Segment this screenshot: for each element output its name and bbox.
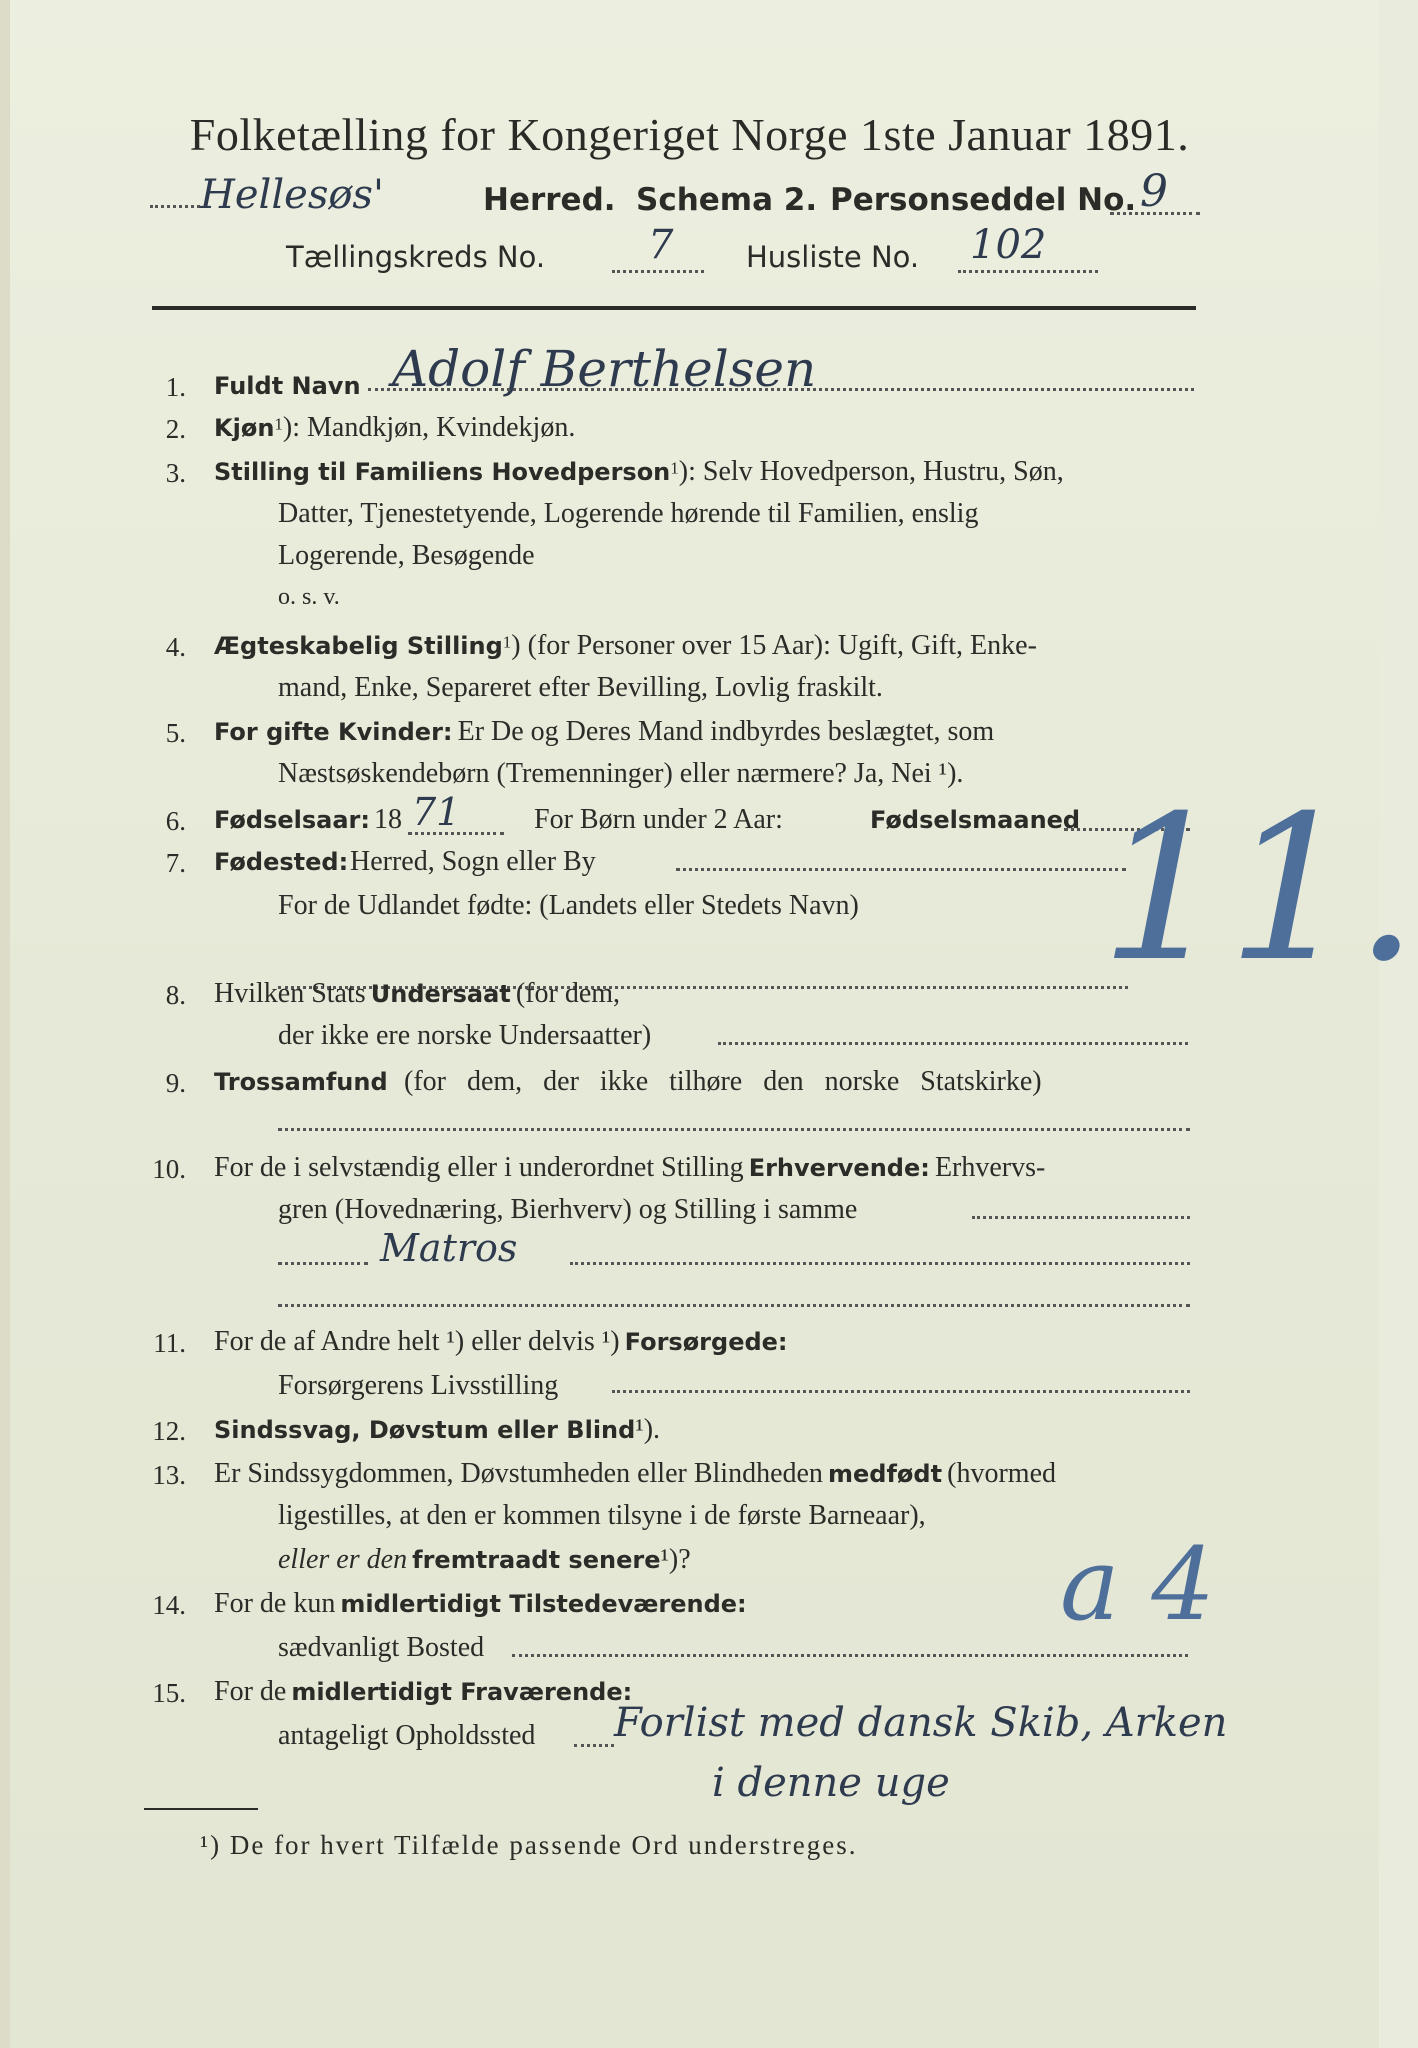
temporary-present-text-b: sædvanligt Bosted: [278, 1632, 485, 1663]
herred-handwritten: Hellesøs': [200, 172, 384, 218]
footnote-text: ¹) De for hvert Tilfælde passende Ord understreges.: [200, 1830, 858, 1860]
birthplace-options: Herred, Sogn eller By: [350, 846, 596, 877]
religion-label: Trossamfund: [214, 1068, 388, 1096]
occupation-text-b: Erhvervs-: [934, 1152, 1046, 1183]
congenital-text-a: Er Sindssygdommen, Døvstumheden eller Blindheden: [214, 1458, 823, 1489]
dotted-line: [958, 270, 1098, 273]
birth-year-prefix: 18: [374, 804, 402, 835]
husliste-label: Husliste No.: [746, 240, 920, 274]
footnote-mark: 1: [502, 632, 512, 652]
full-name-handwritten: Adolf Berthelsen: [392, 340, 817, 398]
dotted-line: [278, 1262, 368, 1265]
item-number: 11.: [153, 1328, 186, 1358]
item-number: 12.: [152, 1416, 186, 1446]
margin-code-handwritten: a 4: [1060, 1526, 1216, 1643]
dotted-line: [718, 1042, 1188, 1045]
footnote-mark: 1: [274, 414, 283, 434]
birth-year-handwritten: 71: [412, 790, 461, 834]
item-number: 13.: [152, 1460, 186, 1490]
supported-text-a: For de af Andre helt ¹) eller delvis ¹): [214, 1326, 620, 1357]
congenital-text-e: ¹)?: [660, 1544, 691, 1575]
congenital-text-d: eller er den: [278, 1544, 408, 1575]
married-women-question-b: Næstsøskendebørn (Tremenninger) eller nærmere? Ja, Nei ¹).: [278, 758, 964, 789]
sex-options: ): Mandkjøn, Kvindekjøn.: [282, 412, 576, 443]
nationality-text-c: der ikke ere norske Undersaatter): [278, 1020, 652, 1051]
paper-edge: [0, 0, 10, 2048]
item-number: 1.: [165, 372, 186, 402]
later-onset-label: fremtraadt senere: [412, 1546, 661, 1574]
family-position-label: Stilling til Familiens Hovedperson: [214, 458, 671, 486]
dotted-line: [512, 1654, 1188, 1657]
schema-label: Schema 2.: [636, 182, 818, 218]
religion-text: (for dem, der ikke tilhøre den norske Statskirke): [404, 1066, 1042, 1097]
q5-line-1: [214, 716, 994, 748]
occupation-label: Erhvervende:: [748, 1154, 930, 1182]
marital-status-options-a: ) (for Personer over 15 Aar): Ugift, Gift, Enke-: [511, 630, 1037, 661]
supported-label: Forsørgede:: [624, 1328, 788, 1356]
congenital-text-c: ligestilles, at den er kommen tilsyne i de første Barneaar),: [278, 1500, 926, 1531]
item-number: 3.: [165, 458, 186, 488]
dotted-line: [612, 270, 704, 273]
q4-line-1: [214, 630, 1037, 662]
item-number: 8.: [165, 980, 186, 1010]
foreign-born-text: For de Udlandet fødte: (Landets eller Stedets Navn): [278, 890, 859, 921]
header-rule: [152, 306, 1196, 310]
nationality-text-b: (for dem,: [515, 978, 621, 1009]
dotted-line: [972, 1216, 1190, 1219]
q10-line-1: [214, 1152, 1045, 1184]
q3-line-1: [214, 456, 1064, 488]
form-title: Folketælling for Kongeriget Norge 1ste Januar 1891.: [189, 109, 1190, 160]
q2-line: [214, 412, 575, 444]
absent-location-handwritten-2: i denne uge: [712, 1760, 950, 1806]
dotted-line: [676, 868, 1126, 871]
dotted-line: [570, 1262, 1190, 1265]
family-position-options-a: ): Selv Hovedperson, Hustru, Søn,: [678, 456, 1064, 487]
dotted-line: [278, 1128, 1190, 1131]
nationality-text-a: Hvilken Stats: [214, 978, 366, 1009]
absent-location-handwritten-1: Forlist med dansk Skib, Arken: [614, 1700, 1228, 1746]
dotted-line: [574, 1744, 614, 1747]
nationality-label: Undersaat: [370, 980, 511, 1008]
item-number: 14.: [152, 1590, 186, 1620]
footnote-mark: 1: [670, 458, 679, 478]
birth-year-label: Fødselsaar:: [214, 806, 370, 834]
temporary-absent-text-a: For de: [214, 1676, 287, 1707]
personseddel-label: Personseddel No.: [830, 182, 1137, 218]
temporary-present-text-a: For de kun: [214, 1588, 336, 1619]
item-number: 7.: [165, 848, 186, 878]
dotted-line: [612, 1390, 1190, 1393]
full-name-label: Fuldt Navn: [214, 372, 361, 400]
dotted-line: [278, 1304, 1190, 1307]
item-number: 10.: [152, 1154, 186, 1184]
item-number: 15.: [152, 1678, 186, 1708]
q13-line-1: [214, 1458, 1056, 1490]
family-position-options-d: o. s. v.: [278, 584, 340, 610]
occupation-text-c: gren (Hovednæring, Bierhverv) og Stilling i samme: [278, 1194, 858, 1225]
personseddel-number: 9: [1140, 166, 1168, 217]
under-two-text: For Børn under 2 Aar:: [534, 804, 783, 835]
item-number: 9.: [165, 1068, 186, 1098]
dotted-line: [1110, 212, 1200, 215]
birth-month-label: Fødselsmaaned: [870, 806, 1081, 834]
dotted-line: [150, 205, 200, 208]
congenital-label: medfødt: [828, 1460, 943, 1488]
disability-label: Sindssvag, Døvstum eller Blind: [214, 1416, 636, 1444]
sex-label: Kjøn: [214, 414, 275, 442]
q8-line-1: [214, 978, 620, 1010]
temporary-present-label: midlertidigt Tilstedeværende:: [340, 1590, 747, 1618]
family-position-options-b: Datter, Tjenestetyende, Logerende hørende til Familien, enslig: [278, 498, 979, 529]
marital-status-options-b: mand, Enke, Separeret efter Bevilling, Lovlig fraskilt.: [278, 672, 883, 703]
congenital-text-b: (hvormed: [947, 1458, 1057, 1489]
family-position-options-c: Logerende, Besøgende: [278, 540, 535, 571]
item-number: 6.: [165, 806, 186, 836]
q12-line: [214, 1414, 660, 1446]
temporary-absent-text-b: antageligt Opholdssted: [278, 1720, 536, 1751]
supported-text-b: Forsørgerens Livsstilling: [278, 1370, 559, 1401]
disability-text: ¹).: [635, 1414, 661, 1445]
occupation-text-a: For de i selvstændig eller i underordnet Stilling: [214, 1152, 744, 1183]
footnote-rule: [144, 1808, 258, 1810]
birthplace-label: Fødested:: [214, 848, 349, 876]
item-number: 5.: [165, 718, 186, 748]
q13-line-3: [278, 1544, 691, 1576]
q14-line-1: [214, 1588, 747, 1620]
item-number: 2.: [165, 414, 186, 444]
item-number: 4.: [165, 632, 186, 662]
kreds-number: 7: [648, 222, 674, 268]
herred-label: Herred.: [483, 182, 616, 218]
dotted-line: [408, 832, 504, 835]
married-women-question-a: Er De og Deres Mand indbyrdes beslægtet, som: [457, 716, 995, 747]
dotted-line: [368, 388, 1194, 391]
occupation-handwritten: Matros: [380, 1226, 518, 1270]
q11-line-1: [214, 1326, 788, 1358]
married-women-label: For gifte Kvinder:: [214, 718, 453, 746]
margin-mark-handwritten: 11.: [1100, 773, 1418, 1006]
temporary-absent-label: midlertidigt Fraværende:: [291, 1678, 633, 1706]
q15-line-1: [214, 1676, 632, 1708]
marital-status-label: Ægteskabelig Stilling: [214, 632, 503, 660]
husliste-number: 102: [970, 222, 1047, 268]
kreds-label: Tællingskreds No.: [286, 240, 546, 274]
